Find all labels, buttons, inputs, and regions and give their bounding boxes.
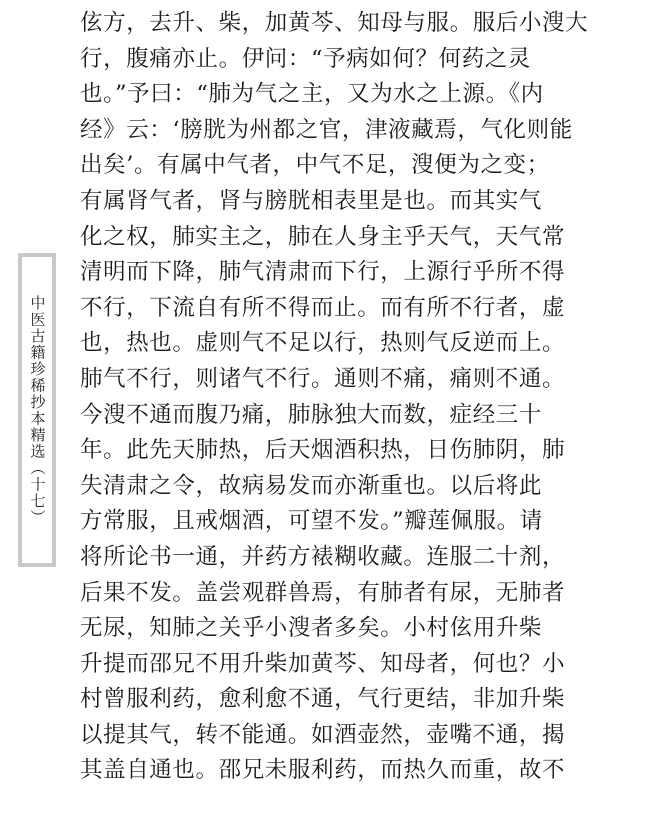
text-line: 经》云：‘膀胱为州都之官，津液藏焉，气化则能 <box>80 116 573 143</box>
text-line: 也，热也。虚则气不足以行，热则气反逆而上。 <box>80 330 566 357</box>
text-line: 出矣’。有属中气者，中气不足，溲便为之变； <box>80 152 550 179</box>
text-line: 伭方，去升、柴，加黄芩、知母与服。服后小溲大 <box>80 10 589 36</box>
text-line: 升提而邵兄不用升柴加黄芩、知母者，何也？小 <box>80 650 566 677</box>
text-line: 行，腹痛亦止。伊问：“予病如何？何药之灵 <box>80 45 532 72</box>
text-line: 村曾服利药，愈利愈不通，气行更结，非加升柴 <box>80 686 566 713</box>
side-tab-frame <box>22 257 52 563</box>
text-line: 无尿，知肺之关乎小溲者多矣。小村伭用升柴 <box>80 615 543 642</box>
text-line: 其盖自通也。邵兄未服利药，而热久而重，故不 <box>80 757 566 784</box>
text-line: 年。此先天肺热，后天烟酒积热，日伤肺阴，肺 <box>80 437 566 464</box>
text-line: 也。”予曰：“肺为气之主，又为水之上源。《内 <box>80 81 544 108</box>
text-line: 今溲不通而腹乃痛，肺脉独大而数，症经三十 <box>80 401 543 428</box>
body-text <box>80 6 650 789</box>
book-series-label: 中医古籍珍稀抄本精选（十七） <box>28 294 47 526</box>
text-line: 化之权，肺实主之，肺在人身主乎天气，天气常 <box>80 223 566 250</box>
text-line: 后果不发。盖尝观群兽焉，有肺者有尿，无肺者 <box>80 579 566 606</box>
text-line: 以提其气，转不能通。如酒壶然，壶嘴不通，揭 <box>80 721 566 748</box>
text-line: 清明而下降，肺气清肃而下行，上源行乎所不得 <box>80 259 566 286</box>
text-line: 失清肃之令，故病易发而亦渐重也。以后将此 <box>80 472 543 499</box>
text-line: 有属肾气者，肾与膀胱相表里是也。而其实气 <box>80 187 543 214</box>
side-tab <box>18 253 56 567</box>
text-line: 将所论书一通，并药方裱糊收藏。连服二十剂， <box>80 543 566 570</box>
text-line: 肺气不行，则诸气不行。通则不痛，痛则不通。 <box>80 365 566 392</box>
text-line: 不行，下流自有所不得而止。而有所不行者，虚 <box>80 294 566 321</box>
text-line: 方常服，且戒烟酒，可望不发。”瓣莲佩服。请 <box>80 508 543 535</box>
